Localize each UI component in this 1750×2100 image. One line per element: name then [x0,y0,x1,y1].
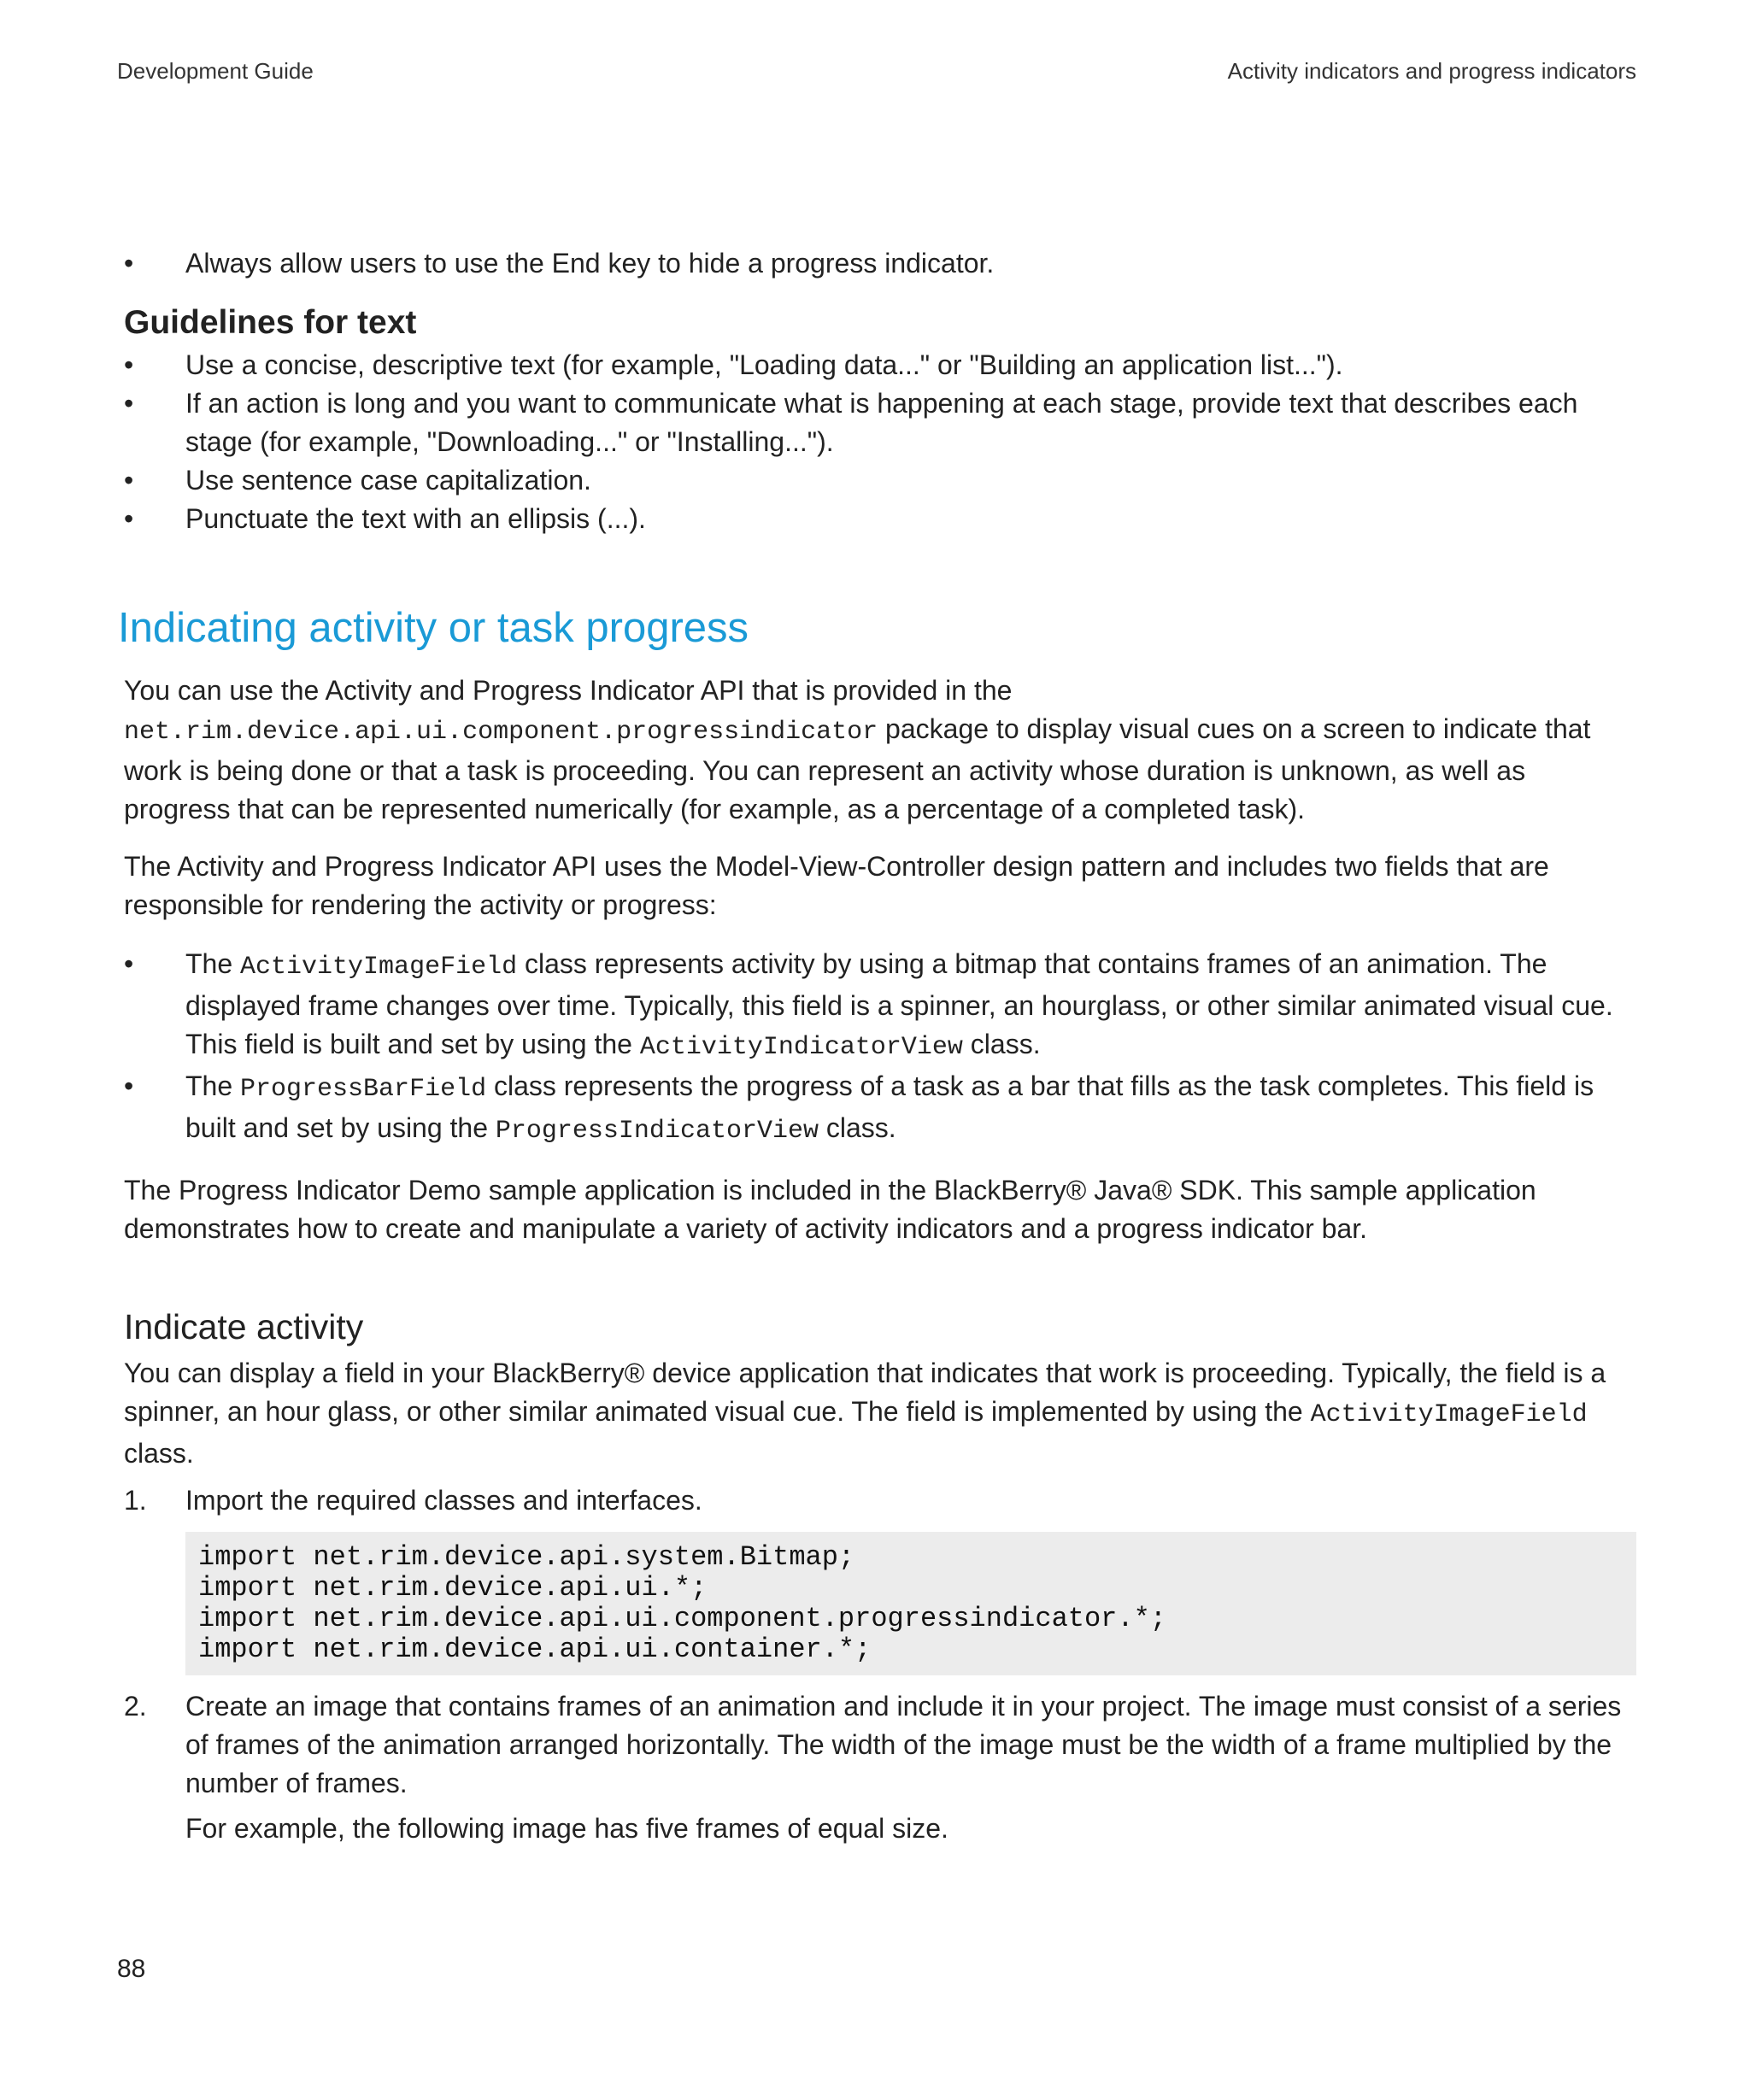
text: You can display a field in your BlackBerry® device application that indicates that work is proceeding. Typically, the field is a spinner, an hour glass, or other similar animated visual cue. The field is implemented by using the [124,1358,1606,1427]
class-name: ActivityIndicatorView [639,1033,963,1062]
step-text: Import the required classes and interfaces. [185,1485,702,1516]
package-name: net.rim.device.api.ui.component.progressindicator [124,718,878,747]
text: class. [818,1112,896,1143]
subsection-title: Indicate activity [124,1307,364,1346]
step-1 [124,1481,1636,1520]
text: The [185,948,241,979]
class-name: ActivityImageField [1310,1400,1588,1429]
class-name: ActivityImageField [240,953,518,982]
step-2 [124,1687,1636,1803]
subsection-paragraph [124,1354,1636,1473]
step-number: 2. [124,1691,147,1722]
section-paragraph-2: The Activity and Progress Indicator API uses the Model-View-Controller design pattern and includes two fields that are responsible for rendering the activity or progress: [124,851,1549,920]
guidelines-heading: Guidelines for text [124,304,417,341]
code-line: import net.rim.device.api.ui.*; [198,1572,708,1604]
page-number: 88 [117,1955,146,1983]
code-line: import net.rim.device.api.ui.container.*; [198,1634,872,1665]
list-item [124,945,1636,1067]
guidelines-list [124,346,1636,538]
paragraph-text: You can use the Activity and Progress Indicator API that is provided in the [124,675,1013,706]
intro-bullet: • Always allow users to use the End key to hide a progress indicator. [124,244,1636,283]
class-name: ProgressBarField [240,1075,487,1104]
list-item [124,1067,1636,1151]
running-header-right: Activity indicators and progress indicators [1227,58,1636,84]
page-content [118,244,1636,1848]
text: class. [962,1029,1041,1059]
class-name: ProgressIndicatorView [495,1117,819,1146]
running-header-left: Development Guide [117,58,314,84]
step-2-note: For example, the following image has five frames of equal size. [185,1813,948,1844]
text: class represents the progress of a task as a bar that fills as the task completes. This field is built and set by using the [185,1071,1594,1143]
step-number: 1. [124,1485,147,1516]
code-block [185,1532,1636,1675]
fields-list [124,945,1636,1151]
list-item: • If an action is long and you want to communicate what is happening at each stage, provide text that describes each stage (for example, "Downloading..." or "Installing..."). [124,384,1636,461]
section-paragraph-1 [124,672,1636,829]
list-item: • Use sentence case capitalization. [124,461,1636,500]
step-text: Create an image that contains frames of an animation and include it in your project. The image must consist of a series of frames of the animation arranged horizontally. The width of the image must be the width of a frame multiplied by the number of frames. [185,1691,1622,1798]
list-item: • Use a concise, descriptive text (for example, "Loading data..." or "Building an application list..."). [124,346,1636,384]
section-title: Indicating activity or task progress [118,605,749,651]
code-line: import net.rim.device.api.system.Bitmap; [198,1541,855,1573]
code-line: import net.rim.device.api.ui.component.progressindicator.*; [198,1603,1166,1634]
text: class represents activity by using a bitmap that contains frames of an animation. The displayed frame changes over time. Typically, this field is a spinner, an hourglass, or other similar animated visual cue. This field is built and set by using the [185,948,1613,1059]
list-item: • Punctuate the text with an ellipsis (...). [124,500,1636,538]
paragraph-text: package to display visual cues on a screen to indicate that work is being done or that a task is proceeding. You can represent an activity whose duration is unknown, as well as progress that can be represented numerically (for example, as a percentage of a completed task). [124,713,1591,824]
text: The [185,1071,241,1101]
section-paragraph-3: The Progress Indicator Demo sample application is included in the BlackBerry® Java® SDK. This sample application demonstrates how to create and manipulate a variety of activity indicators and a progress indicator bar. [124,1175,1536,1244]
text: class. [124,1438,194,1469]
